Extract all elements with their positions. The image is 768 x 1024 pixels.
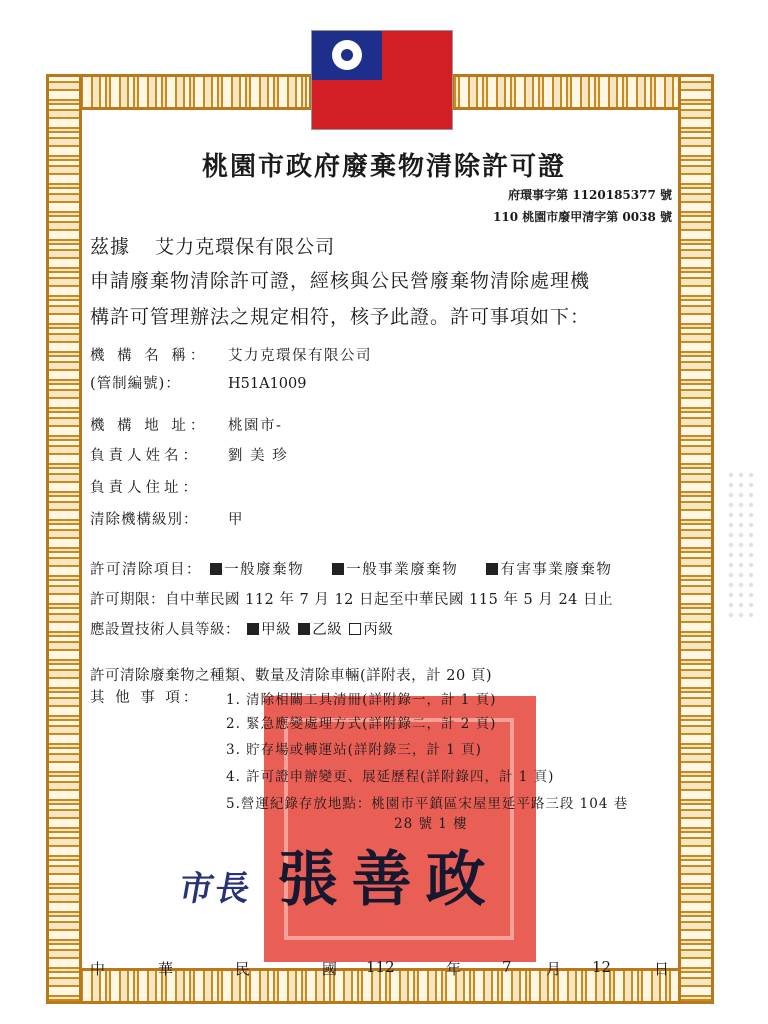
field-residence: 負責人住址： — [90, 480, 201, 496]
national-flag-icon — [311, 30, 453, 130]
doc-number-1: 府環事字第 1120185377 號 — [508, 188, 672, 202]
field-control-no: (管制編號)： H51A1009 — [90, 376, 307, 392]
doc-number-2: 110 桃園市廢甲清字第 0038 號 — [493, 210, 672, 224]
intro-company: 艾力克環保有限公司 — [155, 236, 336, 258]
other-item-2: 2. 緊急應變處理方式(詳附錄二，計 2 頁) — [226, 716, 497, 732]
other-item-4: 4. 許可證申辦變更、展延歷程(詳附錄四，計 1 頁) — [226, 769, 555, 785]
tech-level: 應設置技術人員等級： 甲級 乙級 丙級 — [90, 622, 394, 638]
signature-title: 市長 — [175, 869, 255, 909]
border-right — [678, 74, 714, 1004]
other-item-6: 28 號 1 樓 — [394, 816, 468, 832]
checkbox-checked-icon — [210, 563, 222, 575]
checkbox-empty-icon — [349, 623, 361, 635]
date-month: 7 — [502, 958, 512, 976]
date-year: 112 — [366, 958, 395, 976]
intro-line-2: 申請廢棄物清除許可證，經核與公民營廢棄物清除處理機 — [90, 270, 591, 292]
permit-period: 許可期限：自中華民國 112 年 7 月 12 日起至中華民國 115 年 5 月 24 日止 — [90, 592, 614, 608]
border-left — [46, 74, 82, 1004]
signature-name: 張善政 — [277, 845, 500, 915]
document-title: 桃園市政府廢棄物清除許可證 — [201, 152, 566, 182]
date-char-2: 華 — [158, 960, 174, 978]
date-char-3: 民 — [235, 960, 251, 978]
border-top-right — [451, 74, 714, 110]
date-char-4: 國 — [322, 960, 338, 978]
waste-types: 許可清除廢棄物之種類、數量及清除車輛(詳附表，計 20 頁) — [90, 668, 492, 684]
checkbox-checked-icon — [486, 563, 498, 575]
border-top-left — [46, 74, 312, 110]
permit-items: 許可清除項目： 一般廢棄物 一般事業廢棄物 有害事業廢棄物 — [90, 562, 613, 578]
other-item-5: 5.營運紀錄存放地點：桃園市平鎮區宋屋里延平路三段 104 巷 — [226, 796, 629, 812]
date-char-5: 年 — [446, 960, 462, 978]
checkbox-checked-icon — [298, 623, 310, 635]
date-day: 12 — [592, 958, 612, 976]
field-level: 清除機構級別： 甲 — [90, 512, 244, 528]
other-item-3: 3. 貯存場或轉運站(詳附錄三，計 1 頁) — [226, 742, 482, 758]
field-address: 機 構 地 址： 桃園市- — [90, 418, 283, 434]
date-char-1: 中 — [90, 960, 106, 978]
intro-line-1 — [90, 232, 335, 259]
intro-line-3: 構許可管理辦法之規定相符，核予此證。許可事項如下： — [90, 306, 591, 328]
date-char-6: 月 — [546, 960, 562, 978]
other-item-1: 1. 清除相關工具清冊(詳附錄一，計 1 頁) — [226, 692, 497, 708]
field-org-name: 機 構 名 稱： 艾力克環保有限公司 — [90, 348, 372, 364]
other-items-label: 其 他 事 項： — [90, 690, 201, 706]
intro-prefix: 茲據 — [90, 236, 131, 258]
checkbox-checked-icon — [247, 623, 259, 635]
date-char-7: 日 — [654, 960, 670, 978]
edge-dots — [726, 470, 756, 620]
checkbox-checked-icon — [332, 563, 344, 575]
field-person: 負責人姓名： 劉 美 珍 — [90, 448, 289, 464]
signature — [175, 832, 500, 918]
